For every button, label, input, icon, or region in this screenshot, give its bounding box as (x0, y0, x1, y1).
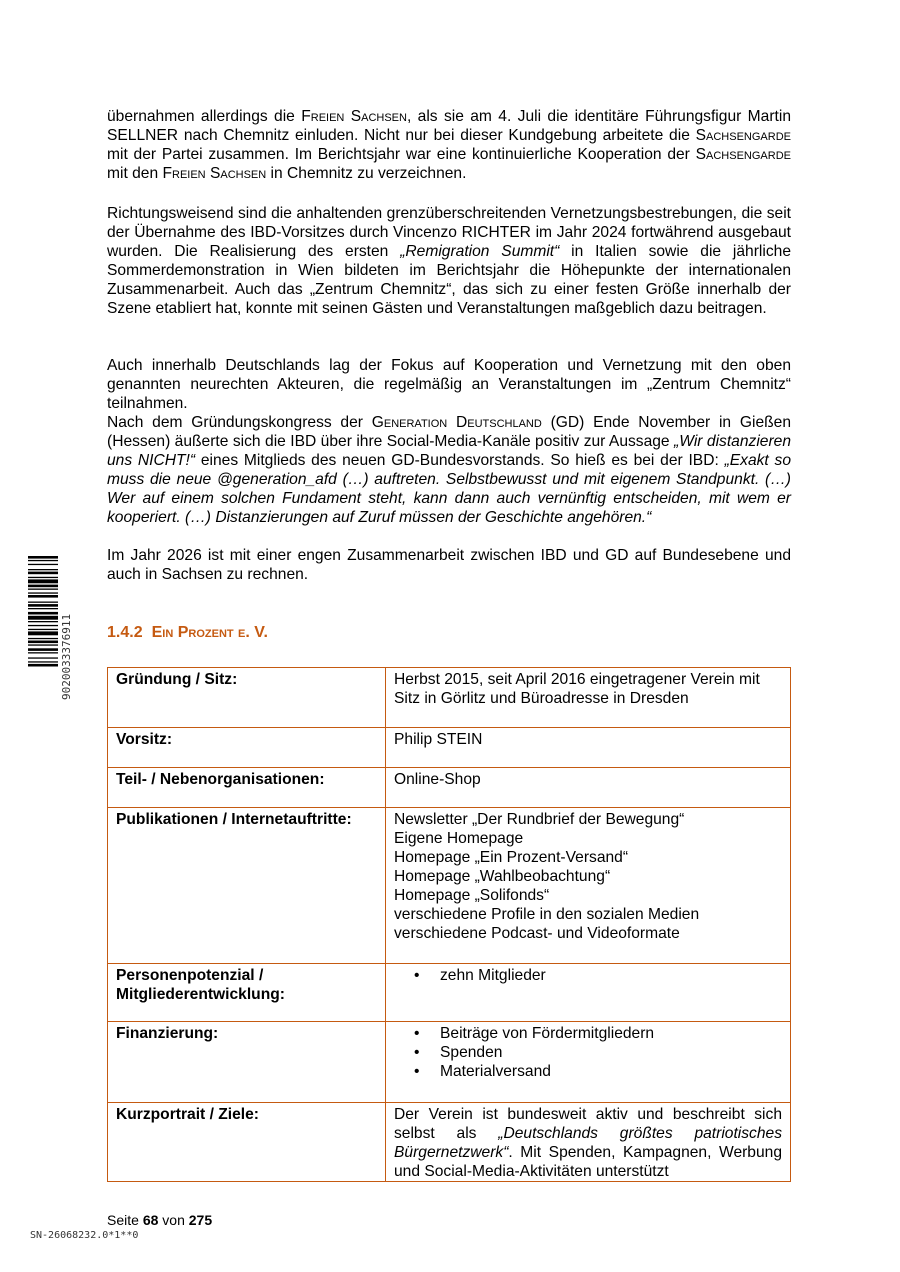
table-row (108, 1022, 791, 1103)
table-value (386, 964, 791, 1022)
publication-line: Newsletter „Der Rundbrief der Bewegung“ (394, 811, 685, 828)
table-label: Vorsitz: (108, 728, 386, 768)
list-item: • zehn Mitglieder (440, 966, 782, 985)
table-label: Publikationen / Internetauftritte: (108, 808, 386, 964)
table-label: Gründung / Sitz: (108, 668, 386, 728)
publication-line: verschiedene Profile in den sozialen Medien (394, 906, 700, 923)
table-value (386, 808, 791, 964)
barcode-number: 9020033376911 (60, 613, 73, 700)
publication-line: Homepage „Ein Prozent-Versand“ (394, 849, 629, 866)
table-row (108, 668, 791, 728)
current-page-number: 68 (142, 1212, 159, 1228)
table-label: Personenpotenzial / Mitgliederentwicklung: (108, 964, 386, 1022)
table-value: Der Verein ist bundesweit aktiv und beschreibt sich selbst als „Deutschlands größtes patriotisches Bürgernetzwerk“. Mit Spenden, Kampagnen, Werbung und Social-Media-Aktivitäten unterstützt (386, 1103, 791, 1182)
table-value (386, 1022, 791, 1103)
table-row (108, 728, 791, 768)
publication-line: Homepage „Wahlbeobachtung“ (394, 868, 611, 885)
paragraph-1: übernahmen allerdings die Freien Sachsen, als sie am 4. Juli die identitäre Führungsfigur Martin SELLNER nach Chemnitz einluden. Nicht nur bei dieser Kundgebung arbeitete die Sachsengarde mit der Partei zusammen. Im Berichtsjahr war eine kontinuierliche Kooperation der Sachsengarde mit den Freien Sachsen in Chemnitz zu verzeichnen. (107, 108, 791, 182)
section-title: Ein Prozent e. V. (151, 624, 268, 641)
table-row (108, 1103, 791, 1182)
table-label: Finanzierung: (108, 1022, 386, 1103)
paragraph-5: Im Jahr 2026 ist mit einer engen Zusammenarbeit zwischen IBD und GD auf Bundesebene und auch in Sachsen zu rechnen. (107, 547, 791, 583)
section-number: 1.4.2 (107, 624, 143, 641)
total-pages: 275 (188, 1212, 213, 1228)
table-value: Herbst 2015, seit April 2016 eingetragener Verein mit Sitz in Görlitz und Büroadresse in Dresden (386, 668, 791, 728)
organization-profile-table (107, 667, 791, 1182)
table-label: Teil- / Nebenorganisationen: (108, 768, 386, 808)
section-heading (107, 624, 268, 642)
list-item: • Beiträge von Fördermitgliedern (440, 1024, 782, 1043)
serial-number: SN-26068232.0*1**0 (30, 1230, 139, 1241)
publication-line: verschiedene Podcast- und Videoformate (394, 925, 680, 942)
page-footer: Seite 68 von 275 (107, 1212, 213, 1228)
list-item: • Spenden (440, 1043, 782, 1062)
table-label: Kurzportrait / Ziele: (108, 1103, 386, 1182)
paragraph-2: Richtungsweisend sind die anhaltenden grenzüberschreitenden Vernetzungsbestrebungen, die seit der Übernahme des IBD-Vorsitzes durch Vincenzo RICHTER im Jahr 2024 fortwährend ausgebaut wurden. Die Realisierung des ersten „Remigration Summit“ in Italien sowie die jährliche Sommerdemonstration in Wien bildeten im Berichtsjahr die Höhepunkte der internationalen Zusammenarbeit. Auch das „Zentrum Chemnitz“, das sich zu einer festen Größe innerhalb der Szene etabliert hat, konnte mit seinen Gästen und Veranstaltungen maßgeblich dazu beitragen. (107, 205, 791, 317)
table-row (108, 768, 791, 808)
publication-line: Eigene Homepage (394, 830, 524, 847)
table-row (108, 808, 791, 964)
table-row (108, 964, 791, 1022)
table-value: Philip STEIN (386, 728, 791, 768)
paragraph-4: Nach dem Gründungskongress der Generation Deutschland (GD) Ende November in Gießen (Hessen) äußerte sich die IBD über ihre Social-Media-Kanäle positiv zur Aussage „Wir distanzieren uns NICHT!“ eines Mitglieds des neuen GD-Bundesvorstands. So hieß es bei der IBD: „Exakt so muss die neue @generation_afd (…) auftreten. Selbstbewusst und mit eigenem Standpunkt. (…) Wer auf einem solchen Fundament steht, kann dann auch vernünftig entscheiden, mit wem er kooperiert. (…) Distanzierungen auf Zuruf müssen der Geschichte angehören.“ (107, 414, 791, 526)
paragraph-3: Auch innerhalb Deutschlands lag der Fokus auf Kooperation und Vernetzung mit den oben genannten neurechten Akteuren, die regelmäßig an Veranstaltungen im „Zentrum Chemnitz“ teilnahmen. (107, 357, 791, 412)
table-value: Online-Shop (386, 768, 791, 808)
list-item: • Materialversand (440, 1062, 782, 1081)
publication-line: Homepage „Solifonds“ (394, 887, 550, 904)
